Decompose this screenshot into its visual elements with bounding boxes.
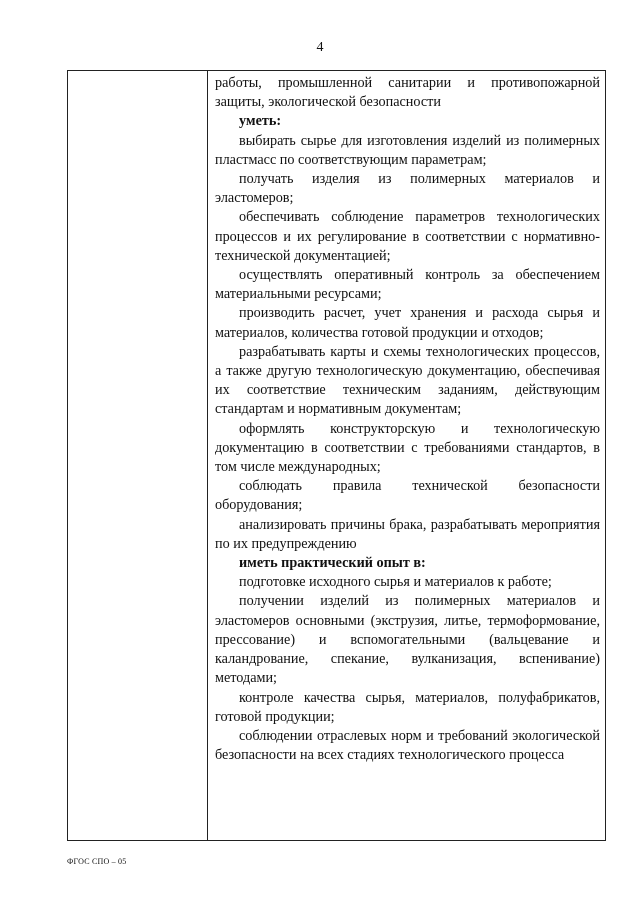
heading-umet: уметь:: [239, 113, 282, 130]
content-cell: [215, 74, 600, 765]
paragraph: анализировать причины брака, разрабатывать мероприятия по их предупреждению: [215, 516, 600, 552]
paragraph: контроле качества сырья, материалов, полуфабрикатов, готовой продукции;: [215, 689, 600, 725]
paragraph: получении изделий из полимерных материалов и эластомеров основными (экструзия, литье, термоформование, прессование) и вспомогательными (вальцевание и каландрование, спекание, вулканизация, вспенивание) методами;: [215, 593, 600, 687]
paragraph: соблюдать правила технической безопасности оборудования;: [215, 478, 600, 514]
paragraph-continuation: работы, промышленной санитарии и противопожарной защиты, экологической безопасности: [215, 75, 600, 111]
paragraph: осуществлять оперативный контроль за обеспечением материальными ресурсами;: [215, 267, 600, 303]
column-divider: [207, 71, 208, 840]
paragraph: соблюдении отраслевых норм и требований экологической безопасности на всех стадиях технологического процесса: [215, 727, 600, 764]
paragraph: подготовке исходного сырья и материалов к работе;: [239, 574, 552, 591]
paragraph: разрабатывать карты и схемы технологических процессов, а также другую технологическую документацию, обеспечивая их соответствие техническим заданиям, действующим стандартам и нормативным документам;: [215, 343, 600, 418]
footer-label: ФГОС СПО – 05: [67, 857, 127, 866]
heading-practical-experience: иметь практический опыт в:: [239, 555, 426, 572]
page-number: 4: [316, 40, 324, 55]
paragraph: производить расчет, учет хранения и расхода сырья и материалов, количества готовой продукции и отходов;: [215, 305, 600, 341]
paragraph: оформлять конструкторскую и технологическую документацию в соответствии с требованиями стандартов, в том числе международных;: [215, 420, 600, 476]
paragraph: получать изделия из полимерных материалов и эластомеров;: [215, 171, 600, 207]
content-table: [67, 70, 606, 841]
paragraph: выбирать сырье для изготовления изделий из полимерных пластмасс по соответствующим параметрам;: [215, 132, 600, 168]
paragraph: обеспечивать соблюдение параметров технологических процессов и их регулирование в соответствии с нормативно-технической документацией;: [215, 209, 600, 264]
